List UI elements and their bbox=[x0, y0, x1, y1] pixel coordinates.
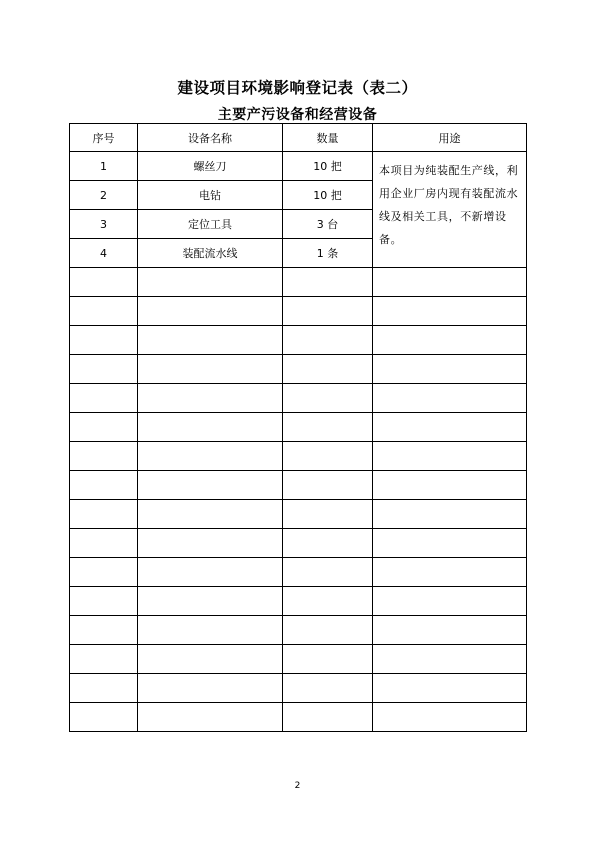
cell-equipment-name: 装配流水线 bbox=[138, 239, 283, 268]
empty-cell bbox=[283, 471, 373, 500]
empty-cell bbox=[138, 442, 283, 471]
document-title: 建设项目环境影响登记表（表二） bbox=[177, 79, 418, 97]
empty-table-row bbox=[70, 326, 527, 355]
table-header-row bbox=[70, 124, 527, 152]
empty-cell bbox=[138, 645, 283, 674]
empty-cell bbox=[373, 616, 527, 645]
empty-cell bbox=[70, 413, 138, 442]
empty-cell bbox=[138, 471, 283, 500]
empty-cell bbox=[138, 703, 283, 732]
empty-cell bbox=[373, 703, 527, 732]
empty-cell bbox=[373, 297, 527, 326]
empty-cell bbox=[373, 645, 527, 674]
cell-equipment-name: 螺丝刀 bbox=[138, 152, 283, 181]
empty-cell bbox=[138, 355, 283, 384]
empty-cell bbox=[70, 587, 138, 616]
header-quantity: 数量 bbox=[283, 124, 373, 152]
empty-cell bbox=[373, 587, 527, 616]
empty-cell bbox=[283, 268, 373, 297]
empty-cell bbox=[138, 616, 283, 645]
empty-cell bbox=[70, 355, 138, 384]
header-equipment-name: 设备名称 bbox=[138, 124, 283, 152]
empty-table-row bbox=[70, 355, 527, 384]
empty-cell bbox=[70, 529, 138, 558]
empty-cell bbox=[70, 442, 138, 471]
empty-table-row bbox=[70, 529, 527, 558]
empty-cell bbox=[283, 703, 373, 732]
empty-cell bbox=[373, 500, 527, 529]
empty-cell bbox=[283, 674, 373, 703]
cell-purpose: 本项目为纯装配生产线，利用企业厂房内现有装配流水线及相关工具，不新增设备。 bbox=[373, 152, 527, 268]
empty-cell bbox=[138, 297, 283, 326]
empty-cell bbox=[70, 558, 138, 587]
empty-cell bbox=[138, 500, 283, 529]
cell-quantity: 10 把 bbox=[283, 152, 373, 181]
empty-table-row bbox=[70, 587, 527, 616]
empty-cell bbox=[373, 471, 527, 500]
cell-quantity: 1 条 bbox=[283, 239, 373, 268]
empty-cell bbox=[283, 558, 373, 587]
empty-cell bbox=[283, 529, 373, 558]
empty-cell bbox=[70, 326, 138, 355]
empty-cell bbox=[138, 529, 283, 558]
empty-cell bbox=[283, 442, 373, 471]
empty-table-row bbox=[70, 558, 527, 587]
empty-cell bbox=[138, 384, 283, 413]
empty-cell bbox=[70, 500, 138, 529]
empty-table-row bbox=[70, 413, 527, 442]
empty-cell bbox=[283, 297, 373, 326]
empty-cell bbox=[283, 384, 373, 413]
empty-cell bbox=[70, 297, 138, 326]
header-purpose: 用途 bbox=[373, 124, 527, 152]
empty-cell bbox=[373, 529, 527, 558]
empty-cell bbox=[70, 471, 138, 500]
empty-cell bbox=[373, 384, 527, 413]
empty-cell bbox=[70, 674, 138, 703]
empty-table-row bbox=[70, 500, 527, 529]
empty-cell bbox=[373, 355, 527, 384]
empty-table-row bbox=[70, 616, 527, 645]
table-row bbox=[70, 152, 527, 181]
page-number: 2 bbox=[294, 781, 301, 791]
empty-table-row bbox=[70, 442, 527, 471]
cell-equipment-name: 电钻 bbox=[138, 181, 283, 210]
empty-cell bbox=[373, 442, 527, 471]
empty-cell bbox=[70, 645, 138, 674]
empty-cell bbox=[373, 674, 527, 703]
empty-cell bbox=[138, 674, 283, 703]
empty-cell bbox=[138, 587, 283, 616]
empty-table-row bbox=[70, 703, 527, 732]
empty-cell bbox=[373, 326, 527, 355]
equipment-table bbox=[69, 123, 527, 732]
empty-table-row bbox=[70, 645, 527, 674]
empty-cell bbox=[373, 413, 527, 442]
empty-cell bbox=[70, 703, 138, 732]
empty-cell bbox=[138, 413, 283, 442]
empty-table-row bbox=[70, 384, 527, 413]
empty-cell bbox=[138, 268, 283, 297]
empty-table-row bbox=[70, 674, 527, 703]
empty-cell bbox=[373, 558, 527, 587]
empty-cell bbox=[283, 645, 373, 674]
empty-cell bbox=[373, 268, 527, 297]
cell-quantity: 10 把 bbox=[283, 181, 373, 210]
empty-cell bbox=[283, 355, 373, 384]
empty-cell bbox=[138, 326, 283, 355]
cell-quantity: 3 台 bbox=[283, 210, 373, 239]
cell-serial-no: 2 bbox=[70, 181, 138, 210]
cell-serial-no: 3 bbox=[70, 210, 138, 239]
empty-table-row bbox=[70, 297, 527, 326]
empty-table-row bbox=[70, 268, 527, 297]
empty-cell bbox=[70, 268, 138, 297]
cell-equipment-name: 定位工具 bbox=[138, 210, 283, 239]
empty-cell bbox=[70, 384, 138, 413]
empty-cell bbox=[283, 587, 373, 616]
table-subtitle: 主要产污设备和经营设备 bbox=[217, 107, 378, 123]
empty-cell bbox=[283, 413, 373, 442]
empty-cell bbox=[283, 326, 373, 355]
empty-cell bbox=[283, 500, 373, 529]
empty-cell bbox=[283, 616, 373, 645]
empty-table-row bbox=[70, 471, 527, 500]
empty-cell bbox=[138, 558, 283, 587]
cell-serial-no: 1 bbox=[70, 152, 138, 181]
header-serial-no: 序号 bbox=[70, 124, 138, 152]
empty-cell bbox=[70, 616, 138, 645]
cell-serial-no: 4 bbox=[70, 239, 138, 268]
